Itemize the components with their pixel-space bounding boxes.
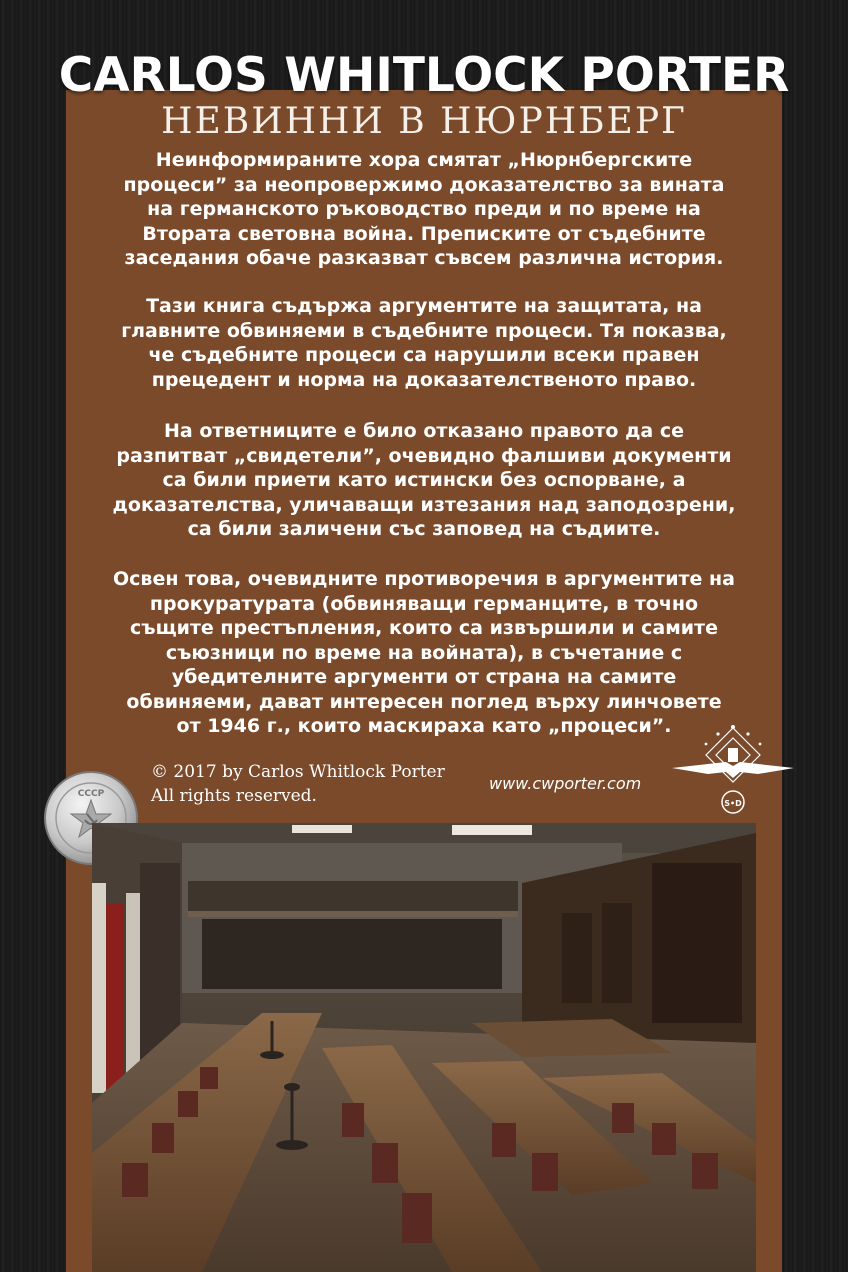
blurb-line: заседания обаче разказват съвсем различна история.	[124, 247, 724, 269]
blurb-paragraph-4	[76, 567, 772, 739]
blurb-line: Неинформираните хора смятат „Нюрнбергските	[155, 149, 693, 171]
eagle-emblem-icon	[670, 722, 796, 820]
rights-line: All rights reserved.	[151, 786, 317, 806]
blurb-line: на германското ръководство преди и по време на	[147, 198, 701, 220]
blurb-line: Тази книга съдържа аргументите на защитата, на	[146, 295, 702, 317]
blurb-line: от 1946 г., които маскираха като „процеси”.	[176, 715, 672, 737]
blurb-line: същите престъпления, които са извършили и самите	[130, 617, 718, 639]
blurb-line: разпитват „свидетели”, очевидно фалшиви документи	[116, 444, 732, 467]
blurb-line: Освен това, очевидните противоречия в аргументите на	[113, 568, 735, 590]
blurb-paragraph-1	[76, 148, 772, 271]
blurb-paragraph-2	[76, 294, 772, 392]
courtroom-photo	[92, 823, 756, 1272]
blurb-line: са били приети като истински без оспорване, а	[162, 469, 686, 491]
blurb-line: доказателства, уличаващи изтезания над заподозрени,	[112, 493, 736, 516]
blurb-line: процеси” за неопровержимо доказателство за вината	[123, 173, 725, 196]
blurb-line: Втората световна война. Преписките от съдебните	[142, 222, 706, 245]
blurb-paragraph-3	[76, 419, 772, 542]
emblem-text: S•D	[724, 799, 742, 808]
blurb-line: са били заличени със заповед на съдиите.	[187, 518, 661, 540]
book-title: НЕВИННИ В НЮРНБЕРГ	[161, 101, 687, 142]
blurb-line: прокуратурата (обвиняващи германците, в точно	[149, 592, 699, 615]
copyright-notice	[151, 760, 445, 808]
copyright-line: © 2017 by Carlos Whitlock Porter	[151, 762, 445, 782]
blurb-line: обвиняеми, дават интересен поглед върху линчовете	[126, 690, 722, 713]
blurb-line: главните обвиняеми в съдебните процеси. Тя показва,	[121, 319, 727, 342]
website-url: www.cwporter.com	[489, 774, 642, 793]
blurb-line: убедителните аргументи от страна на самите	[171, 666, 677, 688]
blurb-line: прецедент и норма на доказателственото право.	[151, 368, 697, 391]
author-name: CARLOS WHITLOCK PORTER	[58, 48, 790, 103]
seal-text: CCCP	[77, 789, 105, 799]
blurb-line: че съдебните процеси са нарушили всеки правен	[148, 344, 700, 366]
blurb-line: съюзници по време на войната), в съчетание с	[165, 641, 683, 664]
blurb-line: На ответниците е било отказано правото да се	[163, 420, 684, 442]
